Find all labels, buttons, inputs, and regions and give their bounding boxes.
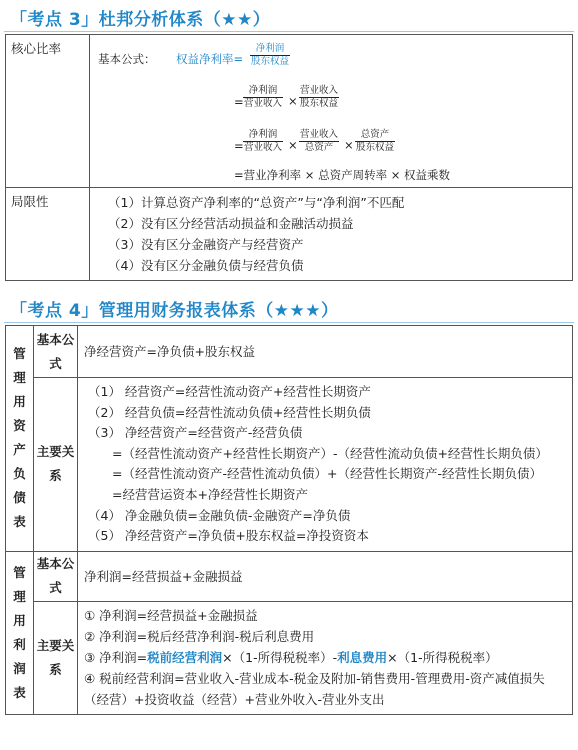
list-item: =（经营性流动资产-经营性流动负债）+（经营性长期资产-经营性长期负债） — [112, 466, 542, 482]
list-item: （4） 净金融负债=金融负债-金融资产=净负债 — [88, 507, 351, 523]
roe-fraction: 净利润 股东权益 — [251, 43, 290, 67]
list-item: （2）没有区分经营活动损益和金融活动损益 — [108, 216, 354, 231]
eq-sign: = — [234, 139, 244, 153]
times-sign: × — [288, 94, 298, 108]
fraction: 净利润 营业收入 — [244, 85, 283, 109]
table-row — [6, 188, 573, 281]
table-row — [6, 35, 573, 188]
section-title-dupont: 「考点 3」杜邦分析体系（★★） — [10, 10, 271, 30]
is-main-relation-label: 主要关系 — [34, 601, 78, 714]
core-ratio-label: 核心比率 — [6, 35, 90, 188]
bs-main-relation-label: 主要关系 — [34, 378, 78, 552]
title-divider — [4, 322, 574, 323]
is-basic-formula: 净利润=经营损益+金融损益 — [78, 551, 573, 601]
dupont-formula — [98, 39, 564, 183]
highlight-pretax-operating-profit: 税前经营利润 — [147, 649, 223, 665]
base-formula-label: 基本公式： — [98, 52, 156, 66]
list-item: =（经营性流动资产+经营性长期资产）-（经营性流动负债+经营性长期负债） — [112, 445, 548, 461]
list-item: （4）没有区分金融负债与经营负债 — [108, 258, 304, 273]
bs-basic-formula-label: 基本公式 — [34, 326, 78, 378]
bs-basic-formula: 净经营资产=净负债+股东权益 — [78, 326, 573, 378]
is-relations — [78, 601, 573, 714]
table-row — [6, 551, 573, 601]
times-sign: × — [288, 138, 298, 152]
management-statements-table — [5, 325, 573, 715]
list-item: ① 净利润=经营损益+金融损益 — [84, 607, 258, 623]
list-item: （1） 经营资产=经营性流动资产+经营性长期资产 — [88, 384, 371, 399]
list-item: （3）没有区分金融资产与经营资产 — [108, 237, 304, 252]
table-row — [6, 601, 573, 714]
is-basic-formula-label: 基本公式 — [34, 551, 78, 601]
section-title-management-statements: 「考点 4」管理用财务报表体系（★★★） — [10, 301, 339, 321]
title-divider — [4, 31, 574, 32]
highlight-interest-expense: 利息费用 — [337, 649, 388, 665]
fraction: 营业收入 股东权益 — [300, 85, 339, 109]
bs-relations — [78, 378, 573, 552]
list-item: ④ 税前经营利润=营业收入-营业成本-税金及附加-销售费用-管理费用-资产减值损失（经营）+投资收益（经营）+营业外收入-营业外支出 — [84, 670, 545, 707]
final-formula: =营业净利率 × 总资产周转率 × 权益乘数 — [234, 168, 451, 182]
limit-label: 局限性 — [6, 188, 90, 281]
eq-sign: = — [234, 95, 244, 109]
list-item: （3） 净经营资产=经营资产-经营负债 — [88, 425, 303, 441]
list-item: ③ 净利润=税前经营利润×（1-所得税税率）-利息费用×（1-所得税税率） — [84, 649, 498, 665]
dupont-table — [5, 34, 573, 281]
income-statement-label: 管 理 用 利 润 表 — [6, 551, 34, 714]
table-row — [6, 378, 573, 552]
balance-sheet-label: 管 理 用 资 产 负 债 表 — [6, 326, 34, 552]
list-item: （1）计算总资产净利率的“总资产”与“净利润”不匹配 — [108, 195, 405, 210]
list-item: =经营营运资本+净经营性长期资产 — [112, 486, 308, 502]
fraction: 总资产 股东权益 — [356, 129, 395, 153]
times-sign: × — [344, 138, 354, 152]
list-item: ② 净利润=税后经营净利润-税后利息费用 — [84, 628, 315, 644]
fraction: 净利润 营业收入 — [244, 129, 283, 153]
list-item: （5） 净经营资产=净负债+股东权益=净投资资本 — [88, 528, 369, 544]
roe-lhs: 权益净利率= — [176, 52, 244, 66]
core-ratio-cell — [90, 35, 573, 188]
limit-cell — [90, 188, 573, 281]
list-item: （2） 经营负债=经营性流动负债+经营性长期负债 — [88, 404, 371, 420]
table-row — [6, 326, 573, 378]
fraction: 营业收入 总资产 — [300, 129, 339, 153]
